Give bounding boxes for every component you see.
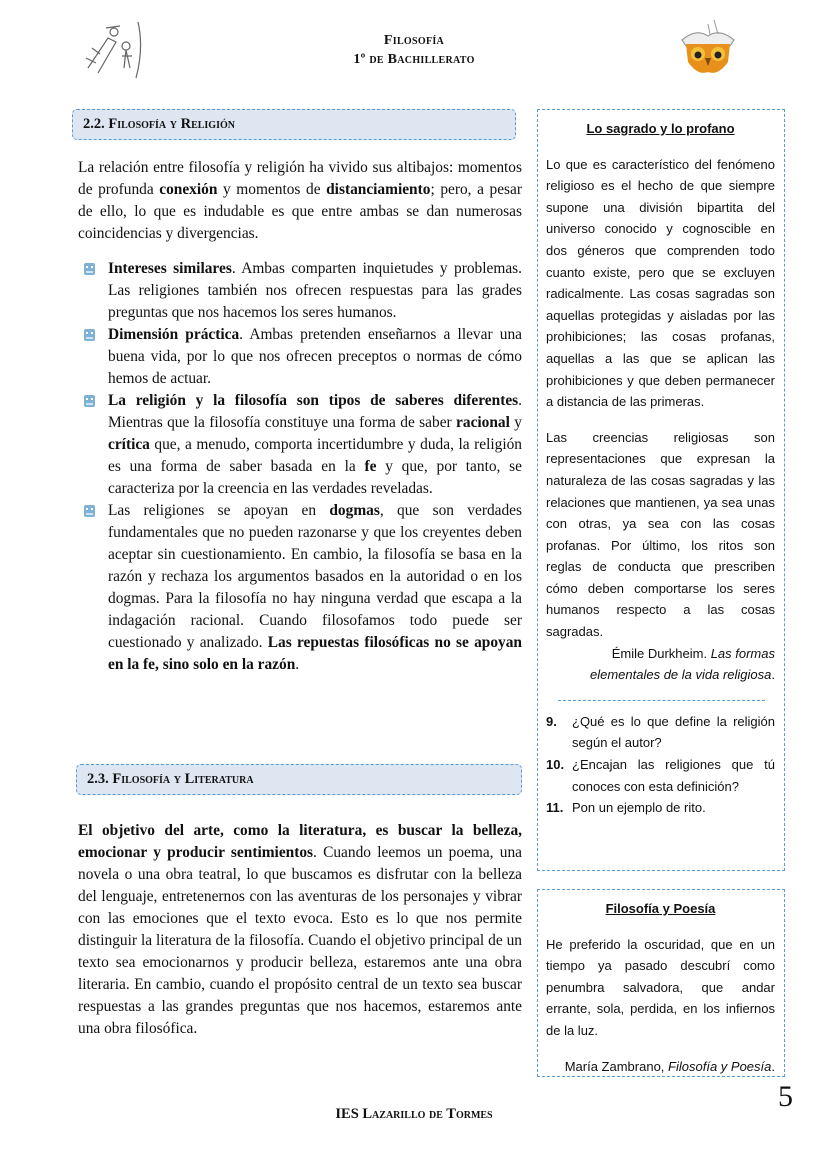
bullet-list (84, 258, 522, 676)
intro-paragraph (78, 157, 522, 245)
section-heading-box (76, 764, 522, 795)
sidebar-box-poesia (537, 889, 785, 1077)
bold-text: El objetivo del arte, como la literatura, es buscar la belleza, emocionar y producir sentimientos (78, 822, 522, 861)
text-run: La relación entre filosofía y religión ha vivido sus altibajos: momentos de profunda (78, 159, 522, 198)
question-number: 9. (546, 713, 557, 729)
divider (558, 700, 765, 701)
list-item (84, 258, 522, 324)
owl-bullet-icon (84, 395, 95, 407)
sidebar-box-sagrado (537, 109, 785, 871)
question-text: ¿Qué es lo que define la religión según el autor? (572, 713, 775, 751)
text-run: y (509, 414, 523, 431)
bold-text: dogmas (329, 502, 380, 519)
question-item (546, 711, 775, 754)
quote-source (546, 1056, 775, 1078)
bold-text: racional (456, 414, 510, 431)
quote-source (546, 643, 775, 686)
sidebar-title: Lo sagrado y lo profano (586, 121, 735, 136)
sidebar-paragraph: Lo que es característico del fenómeno religioso es el hecho de que siempre supone una división bipartita del universo conocido y cognoscible en dos géneros que comprenden todo cuanto existe, pero que se excluyen radicalmente. Las cosas sagradas son aquellas protegidas y aisladas por las prohibiciones; las cosas profanas, aquellas a las que se aplican las prohibiciones y que deben permanecer a distancia de las primeras. (546, 156, 775, 410)
text-run: y momentos de (217, 181, 327, 198)
question-text: Pon un ejemplo de rito. (572, 800, 706, 816)
sidebar-quote: He preferido la oscuridad, que en un tiempo ya pasado descubrí como penumbra salvadora, que andar errante, sola, perdida, en los infiernos de la luz. (546, 936, 775, 1038)
list-item (84, 390, 522, 500)
question-text: ¿Encajan las religiones que tú conoces con esta definición? (572, 757, 775, 794)
text-content (108, 392, 522, 497)
subject-title: Filosofía (383, 33, 445, 48)
text-run: Las religiones se apoyan en (108, 502, 330, 519)
question-number: 11. (546, 800, 564, 816)
section-title: 2.3. Filosofía y Literatura (87, 771, 254, 787)
text-content (108, 326, 522, 387)
punctuation: . (771, 667, 775, 683)
list-item (84, 500, 522, 676)
text-run: . (295, 656, 300, 673)
owl-bullet-icon (84, 329, 95, 341)
question-item (546, 797, 775, 819)
author: Émile Durkheim. (611, 645, 711, 661)
text-run: . Ambas comparten inquietudes y problemas. Las religiones también nos ofrecen respuestas para las grades preguntas que nos hacemos los seres humanos. (108, 260, 522, 321)
bold-text: Intereses similares (108, 260, 232, 277)
section-heading-box (72, 109, 516, 140)
section-title: 2.2. Filosofía y Religión (83, 116, 235, 132)
text-content (108, 260, 522, 321)
punctuation: . (771, 1058, 775, 1074)
bold-text: distanciamiento (326, 181, 431, 198)
sidebar-paragraph: Las creencias religiosas son representaciones que expresan la naturaleza de las cosas sagradas y las relaciones que mantienen, ya sea unas con otras, ya sea con las cosas profanas. Por último, los ritos son reglas de conducta que prescriben cómo deben comportarse los seres humanos respecto a las cosas sagradas. (546, 429, 775, 640)
bold-text: conexión (159, 181, 218, 198)
bold-text: crítica (108, 436, 150, 453)
literature-paragraph (78, 820, 522, 1040)
sidebar-title: Filosofía y Poesía (605, 901, 716, 916)
question-list (546, 711, 775, 819)
text-run: ; pero, a pesar de ello, lo que es indudable es que entre ambas se dan numerosas coincidencias y divergencias. (78, 181, 522, 242)
bold-text: La religión y la filosofía son tipos de saberes diferentes (108, 392, 519, 409)
text-run: . Ambas pretenden enseñarnos a llevar una buena vida, por lo que nos ofrecen preceptos o normas de cómo hemos de actuar. (108, 326, 522, 387)
owl-book-logo (678, 18, 738, 76)
course-title: 1º de Bachillerato (353, 52, 475, 67)
owl-bullet-icon (84, 263, 95, 275)
bold-text: Dimensión práctica (108, 326, 240, 343)
work-title: Filosofía y Poesía (668, 1058, 772, 1074)
question-number: 10. (546, 757, 565, 773)
question-item (546, 754, 775, 797)
text-run: que, a menudo, comporta incertidumbre y duda, la religión es una forma de saber basada en la (108, 436, 522, 475)
text-run: y que, por tanto, se caracteriza por la creencia en las verdades reveladas. (108, 458, 522, 497)
page-number: 5 (778, 1080, 793, 1113)
text-run: , que son verdades fundamentales que no pueden razonarse y que los creyentes deben aceptar sin cuestionamiento. En cambio, la filosofía se basa en la razón y rechaza los argumentos basados en la autoridad o en los dogmas. Para la filosofía no hay ninguna verdad que escapa a la indagación racional. Cuando filosofamos todo puede ser cuestionado y analizado. (108, 502, 522, 651)
owl-bullet-icon (84, 505, 95, 517)
author: María Zambrano, (564, 1058, 669, 1074)
text-run: . Cuando leemos un poema, una novela o una obra teatral, lo que buscamos es disfrutar con la belleza del lenguaje, entretenernos con las aventuras de los personajes y vibrar con las emociones que el texto evoca. Esto es lo que nos permite distinguir la literatura de la filosofía. Cuando el objetivo principal de un texto sea emocionarnos y producir belleza, estaremos ante una obra literaria. En cambio, cuando el propósito central de un texto sea buscar respuestas a las grandes preguntas que nos hacemos, estaremos ante una obra filosófica. (78, 844, 522, 1037)
work-title: Las formas elementales de la vida religiosa (589, 645, 775, 683)
footer-school: IES Lazarillo de Tormes (335, 1106, 493, 1122)
bold-text: fe (364, 458, 377, 475)
list-item (84, 324, 522, 390)
text-content (108, 502, 522, 673)
text-run: . Mientras que la filosofía constituye una forma de saber (108, 392, 522, 431)
bold-text: Las repuestas filosóficas no se apoyan en la fe, sino solo en la razón (108, 634, 522, 673)
